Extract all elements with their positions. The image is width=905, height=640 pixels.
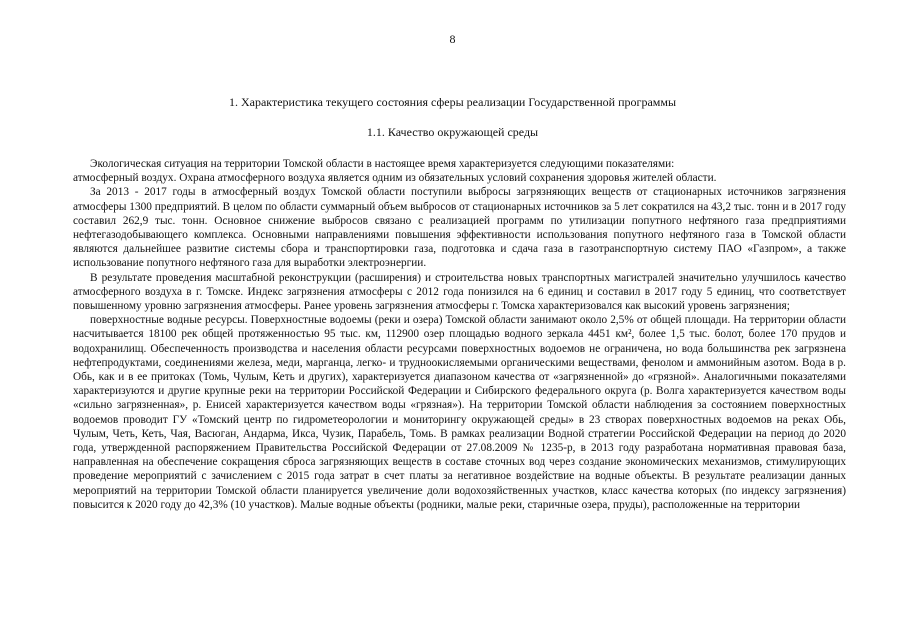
document-body (73, 157, 846, 512)
paragraph-reconstruction: В результате проведения масштабной реконструкции (расширения) и строительства новых транспортных магистралей значительно улучшилось качество атмосферного воздуха в г. Томске. Индекс загрязнения атмосферы с 2012 года понизился на 6 единиц и составил в 2017 году 5 единиц, что соответствует повышенному уровню загрязнения атмосферы. Ранее уровень загрязнения атмосферы г. Томска характеризовался как высокий уровень загрязнения; (73, 271, 846, 313)
page-number: 8 (449, 32, 456, 46)
paragraph-air: атмосферный воздух. Охрана атмосферного воздуха является одним из обязательных условий сохранения здоровья жителей области. (73, 172, 717, 185)
paragraph-emissions: За 2013 - 2017 годы в атмосферный воздух Томской области поступили выбросы загрязняющих веществ от стационарных источников загрязнения атмосферы 1300 предприятий. В целом по области суммарный объем выбросов от стационарных источников за 5 лет сократился на 43,2 тыс. тонн и в 2017 году составил 262,9 тыс. тонн. Основное снижение выбросов связано с реализацией программ по утилизации попутного нефтяного газа предприятиями нефтегазодобывающего комплекса. Основными направлениями повышения эффективности использования попутного нефтяного газа в Томской области являются дальнейшее развитие системы сбора и транспортировки газа, подготовка и сдача газа в газотранспортную систему ПАО «Газпром», а также использование попутного нефтяного газа для выработки электроэнергии. (73, 186, 846, 270)
paragraph-water-resources: поверхностные водные ресурсы. Поверхностные водоемы (реки и озера) Томской области занимают около 2,5% от общей площади. На территории области насчитывается 18100 рек общей протяженностью 95 тыс. км, 112900 озер площадью водного зеркала 4451 км², более 1,5 тыс. болот, более 170 прудов и водохранилищ. Обеспеченность производства и населения области ресурсами поверхностных водоемов не ограничена, но вода большинства рек загрязнена нефтепродуктами, соединениями железа, меди, марганца, легко- и трудноокисляемыми органическими веществами, фенолом и аммонийным азотом. Вода в р. Обь, как и в ее притоках (Томь, Чулым, Кеть и других), характеризуется диапазоном качества от «загрязненной» до «грязной». Аналогичными показателями характеризуются и другие крупные реки на территории Российской Федерации и Сибирского федерального округа (р. Волга характеризуется качеством воды «сильно загрязненная», р. Енисей характеризуется качеством воды «грязная»). На территории Томской области наблюдения за состоянием поверхностных водоемов проводит ГУ «Томский центр по гидрометеорологии и мониторингу окружающей среды» в 23 створах поверхностных водоемов на реках Обь, Чулым, Четь, Кеть, Чая, Васюган, Андарма, Икса, Чузик, Парабель, Томь. В рамках реализации Водной стратегии Российской Федерации на период до 2020 года, утвержденной распоряжением Правительства Российской Федерации от 27.08.2009 № 1235-р, в 2013 году разработана нормативная правовая база, направленная на обеспечение сокращения сброса загрязняющих веществ в составе сточных вод через создание экономических механизмов, стимулирующих проведение мероприятий с зачислением с 2015 года затрат в счет платы за негативное воздействие на водные объекты. В результате реализации данных мероприятий на территории Томской области планируется увеличение доли водохозяйственных участков, класс качества которых (по индексу загрязнения) повысится к 2020 году до 42,3% (10 участков). Малые водные объекты (родники, малые реки, старичные озера, пруды), расположенные на территории (73, 314, 846, 511)
subsection-heading: 1.1. Качество окружающей среды (366, 125, 539, 139)
section-heading: 1. Характеристика текущего состояния сферы реализации Государственной программы (228, 95, 677, 109)
paragraph-intro: Экологическая ситуация на территории Томской области в настоящее время характеризуется следующими показателями: (90, 158, 675, 170)
